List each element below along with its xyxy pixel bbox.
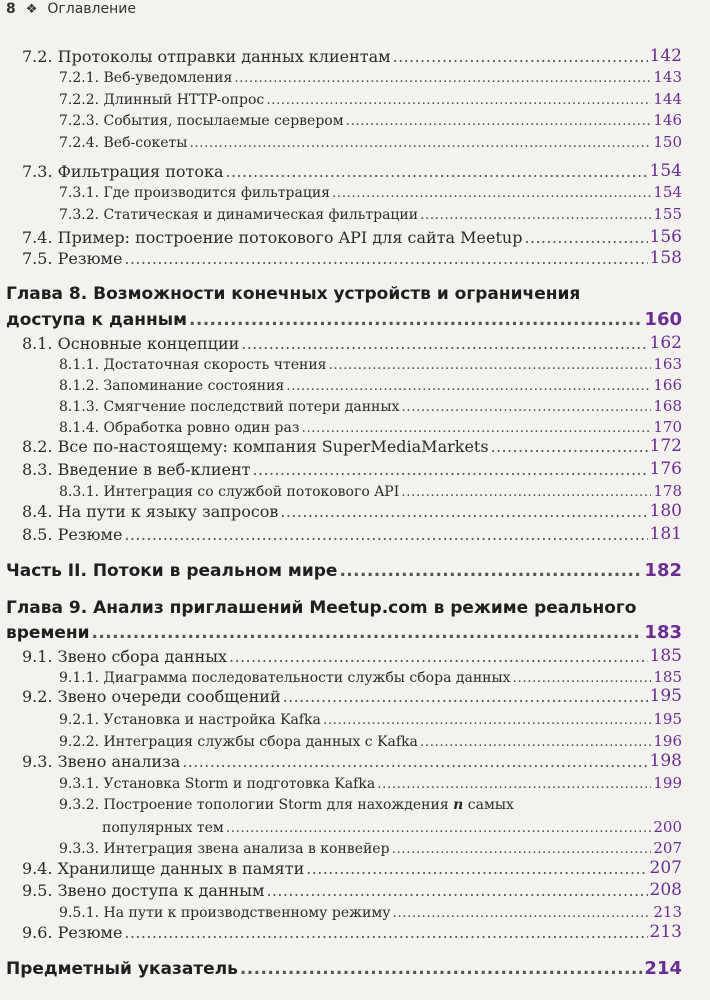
toc-page-number: 156: [649, 227, 682, 247]
toc-entry-title: 9.5. Звено доступа к данным: [22, 881, 265, 900]
toc-entry-title: 7.2. Протоколы отправки данных клиентам: [22, 47, 391, 66]
toc-entry-title: 9.1. Звено сбора данных: [22, 647, 228, 666]
toc-page-number: 166: [653, 376, 682, 394]
leader-dots: [189, 310, 642, 330]
toc-entry-title: 8.5. Резюме: [22, 525, 123, 544]
toc-entry-8-5[interactable]: [22, 524, 682, 544]
toc-entry-7-5[interactable]: [22, 248, 682, 268]
toc-entry-9-2-1[interactable]: [59, 710, 682, 728]
leader-dots: [266, 881, 647, 900]
toc-entry-title: 8.4. На пути к языку запросов: [22, 502, 279, 521]
toc-entry-title: 8.1.3. Смягчение последствий потери данных: [59, 399, 400, 415]
leader-dots: [377, 776, 651, 792]
ornament-icon: ❖: [25, 1, 38, 17]
toc-entry-7-2-1[interactable]: [59, 68, 682, 86]
toc-entry-title: 9.3. Звено анализа: [22, 752, 181, 771]
toc-page-number: 178: [653, 482, 682, 500]
leader-dots: [401, 399, 651, 415]
toc-page-number: 155: [653, 205, 682, 223]
toc-entry-7-3-1[interactable]: [59, 183, 682, 201]
toc-index[interactable]: [6, 958, 682, 979]
toc-page-number: 144: [653, 90, 682, 108]
leader-dots: [280, 502, 647, 521]
toc-entry-title: 7.2.2. Длинный HTTP-опрос: [59, 92, 265, 108]
toc-entry-title: 9.2.2. Интеграция службы сбора данных с Kafka: [59, 734, 418, 750]
toc-page-number: 180: [649, 501, 682, 521]
toc-entry-title: 7.3.1. Где производится фильтрация: [59, 185, 330, 201]
toc-entry-title: 7.2.3. События, посылаемые сервером: [59, 113, 344, 129]
toc-page-number: 160: [644, 309, 682, 330]
toc-entry-title: 7.2.1. Веб-уведомления: [59, 70, 233, 86]
header-title: Оглавление: [47, 1, 136, 17]
toc-page-number: 146: [653, 111, 682, 129]
leader-dots: [329, 357, 652, 373]
leader-dots: [124, 923, 647, 942]
toc-page-number: 182: [644, 560, 682, 581]
leader-dots: [286, 378, 651, 394]
toc-page-number: 214: [644, 958, 682, 979]
toc-page-number: 185: [653, 668, 682, 686]
toc-page-number: 154: [653, 183, 682, 201]
toc-entry-8-1-4[interactable]: [59, 418, 682, 436]
toc-entry-8-3-1[interactable]: [59, 482, 682, 500]
leader-dots: [339, 561, 642, 581]
leader-dots: [234, 70, 651, 86]
toc-entry-7-4[interactable]: [22, 227, 682, 247]
leader-dots: [124, 525, 647, 544]
toc-entry-9-6[interactable]: [22, 922, 682, 942]
toc-entry-8-4[interactable]: [22, 501, 682, 521]
toc-entry-9-3-1[interactable]: [59, 774, 682, 792]
toc-page-number: 162: [649, 333, 682, 353]
toc-page-number: 196: [653, 732, 682, 750]
toc-page-number: 183: [644, 622, 682, 643]
toc-page-number: 213: [649, 922, 682, 942]
toc-page-number: 176: [649, 459, 682, 479]
leader-dots: [252, 460, 647, 479]
leader-dots: [226, 162, 648, 181]
chapter-8-heading-line1: Глава 8. Возможности конечных устройств и ограничения: [6, 284, 581, 304]
toc-entry-title: 9.2.1. Установка и настройка Kafka: [59, 712, 321, 728]
toc-entry-9-4[interactable]: [22, 858, 682, 878]
toc-entry-9-5[interactable]: [22, 880, 682, 900]
toc-entry-9-1-1[interactable]: [59, 668, 682, 686]
toc-entry-title: 9.3.3. Интеграция звена анализа в конвейер: [59, 841, 390, 857]
toc-entry-title: 8.1. Основные концепции: [22, 334, 240, 353]
toc-entry-title: 7.2.4. Веб-сокеты: [59, 135, 188, 151]
toc-page-number: 181: [649, 524, 682, 544]
toc-page-number: 199: [653, 774, 682, 792]
toc-entry-7-2-4[interactable]: [59, 133, 682, 151]
leader-dots: [241, 334, 647, 353]
toc-page-number: 198: [649, 751, 682, 771]
leader-dots: [420, 207, 651, 223]
toc-entry-8-1-1[interactable]: [59, 355, 682, 373]
toc-entry-title: Предметный указатель: [6, 959, 238, 979]
running-header: [6, 0, 136, 18]
toc-page-number: 207: [649, 858, 682, 878]
toc-entry-title: 7.3.2. Статическая и динамическая фильтрации: [59, 207, 419, 223]
toc-entry-title: 9.2. Звено очереди сообщений: [22, 687, 281, 706]
toc-page-number: 143: [653, 68, 682, 86]
leader-dots: [393, 47, 648, 66]
toc-page-number: 150: [653, 133, 682, 151]
leader-dots: [420, 734, 651, 750]
toc-entry-9-2-2[interactable]: [59, 732, 682, 750]
leader-dots: [124, 249, 647, 268]
toc-page-number: 208: [649, 880, 682, 900]
toc-page-number: 200: [653, 818, 682, 836]
toc-entry-title: 9.1.1. Диаграмма последовательности службы сбора данных: [59, 670, 511, 686]
toc-page-number: 195: [649, 686, 682, 706]
toc-page-number: 154: [649, 161, 682, 181]
toc-entry-title: 7.5. Резюме: [22, 249, 123, 268]
toc-entry-9-5-1[interactable]: [59, 903, 682, 921]
toc-entry-title: 8.1.2. Запоминание состояния: [59, 378, 285, 394]
leader-dots: [323, 712, 651, 728]
toc-page-number: 168: [653, 397, 682, 415]
toc-entry-9-3-3[interactable]: [59, 839, 682, 857]
leader-dots: [229, 647, 648, 666]
toc-entry-title: времени: [6, 623, 90, 643]
toc-entry-title: 9.5.1. На пути к производственному режиму: [59, 905, 391, 921]
toc-entry-title: 8.2. Все по-настоящему: компания SuperMediaMarkets: [22, 437, 489, 456]
toc-page-number: 195: [653, 710, 682, 728]
toc-chapter-8[interactable]: [6, 309, 682, 330]
toc-entry-7-3-2[interactable]: [59, 205, 682, 223]
toc-entry-title: популярных тем: [102, 820, 224, 836]
leader-dots: [306, 859, 647, 878]
toc-entry-title: 9.3.1. Установка Storm и подготовка Kafka: [59, 776, 376, 792]
toc-page-number: 213: [653, 903, 682, 921]
toc-entry-9-3-2-line1: [59, 797, 514, 813]
leader-dots: [226, 820, 652, 836]
leader-dots: [392, 905, 651, 921]
leader-dots: [513, 670, 652, 686]
leader-dots: [346, 113, 652, 129]
chapter-9-heading-line1: Глава 9. Анализ приглашений Meetup.com в режиме реального: [6, 598, 637, 618]
toc-page-number: 172: [649, 436, 682, 456]
toc-entry-title: 8.1.4. Обработка ровно один раз: [59, 420, 300, 436]
leader-dots: [266, 92, 651, 108]
toc-entry-title-part: 9.3.2. Построение топологии Storm для нахождения: [59, 797, 454, 813]
toc-entry-title: 8.1.1. Достаточная скорость чтения: [59, 357, 327, 373]
toc-entry-7-2[interactable]: [22, 46, 682, 66]
toc-entry-title: Часть II. Потоки в реальном мире: [6, 561, 338, 581]
leader-dots: [301, 420, 651, 436]
leader-dots: [524, 228, 647, 247]
toc-page-number: 158: [649, 248, 682, 268]
toc-entry-7-3[interactable]: [22, 161, 682, 181]
toc-entry-9-3[interactable]: [22, 751, 682, 771]
toc-entry-title: доступа к данным: [6, 310, 187, 330]
toc-entry-title: 8.3. Введение в веб-клиент: [22, 460, 251, 479]
toc-entry-title-variable: n: [453, 797, 464, 813]
toc-page-number: 207: [653, 839, 682, 857]
leader-dots: [491, 437, 648, 456]
leader-dots: [240, 959, 643, 979]
toc-entry-9-3-2[interactable]: [102, 818, 682, 836]
toc-entry-title: 9.4. Хранилище данных в памяти: [22, 859, 305, 878]
toc-page-number: 163: [653, 355, 682, 373]
toc-entry-title: 7.4. Пример: построение потокового API для сайта Meetup: [22, 228, 523, 247]
leader-dots: [189, 135, 651, 151]
toc-entry-title: 9.6. Резюме: [22, 923, 123, 942]
leader-dots: [182, 752, 647, 771]
toc-entry-title: 8.3.1. Интеграция со службой потокового API: [59, 484, 400, 500]
toc-page-number: 170: [653, 418, 682, 436]
toc-entry-8-1-3[interactable]: [59, 397, 682, 415]
page-number: 8: [6, 1, 16, 17]
toc-entry-title-part: самых: [463, 797, 514, 813]
toc-entry-9-2[interactable]: [22, 686, 682, 706]
toc-entry-7-2-3[interactable]: [59, 111, 682, 129]
toc-page-number: 142: [649, 46, 682, 66]
leader-dots: [283, 687, 648, 706]
toc-entry-7-2-2[interactable]: [59, 90, 682, 108]
toc-entry-9-1[interactable]: [22, 646, 682, 666]
leader-dots: [392, 841, 652, 857]
leader-dots: [332, 185, 651, 201]
toc-page-number: 185: [649, 646, 682, 666]
toc-part-2[interactable]: [6, 560, 682, 581]
leader-dots: [401, 484, 651, 500]
toc-chapter-9[interactable]: [6, 622, 682, 643]
toc-entry-8-3[interactable]: [22, 459, 682, 479]
toc-entry-title: 7.3. Фильтрация потока: [22, 162, 224, 181]
toc-entry-8-2[interactable]: [22, 436, 682, 456]
leader-dots: [92, 623, 643, 643]
toc-entry-8-1-2[interactable]: [59, 376, 682, 394]
toc-entry-8-1[interactable]: [22, 333, 682, 353]
